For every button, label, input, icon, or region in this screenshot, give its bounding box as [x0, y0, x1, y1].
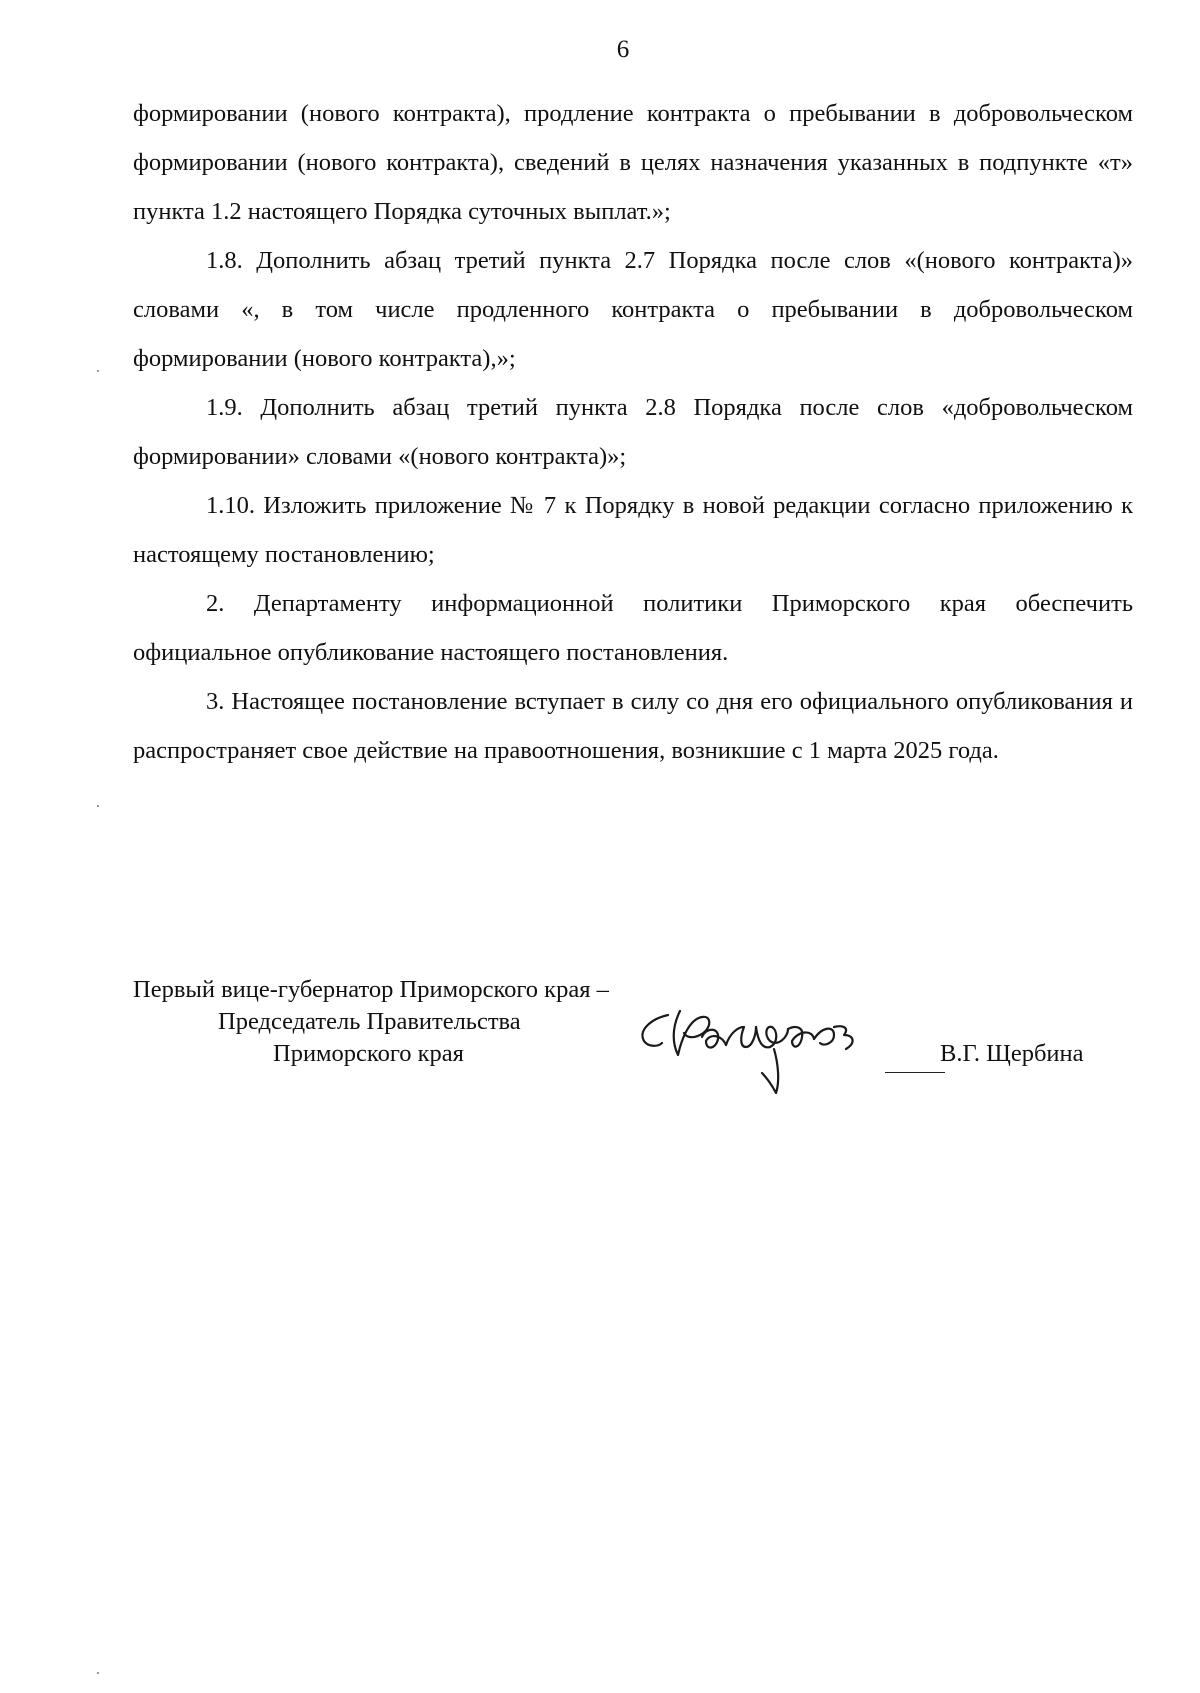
signatory-position-line-1: Первый вице-губернатор Приморского края –	[133, 976, 609, 1003]
paragraph-2: 2. Департаменту информационной политики Приморского края обеспечить официальное опубликование настоящего постановления.	[133, 590, 1133, 666]
scan-speck	[97, 805, 99, 807]
paragraph-1-10: 1.10. Изложить приложение № 7 к Порядку в новой редакции согласно приложению к настоящему постановлению;	[133, 492, 1133, 568]
signature-block	[133, 975, 1133, 1105]
scan-speck	[97, 1672, 99, 1674]
signature-line	[885, 1072, 945, 1073]
scan-speck	[97, 370, 99, 372]
paragraph-continuation: формировании (нового контракта), продление контракта о пребывании в добровольческом формировании (нового контракта), сведений в целях назначения указанных в подпункте «т» пункта 1.2 настоящего Порядка суточных выплат.»;	[133, 100, 1133, 225]
paragraph-3: 3. Настоящее постановление вступает в силу со дня его официального опубликования и распространяет свое действие на правоотношения, возникшие с 1 марта 2025 года.	[133, 688, 1133, 764]
page-number: 6	[616, 36, 630, 63]
handwritten-signature	[628, 997, 908, 1107]
signatory-position-line-3: Приморского края	[273, 1040, 464, 1067]
document-body	[133, 89, 1133, 775]
paragraph-1-9: 1.9. Дополнить абзац третий пункта 2.8 Порядка после слов «добровольческом формировании» словами «(нового контракта)»;	[133, 394, 1133, 470]
paragraph-1-8: 1.8. Дополнить абзац третий пункта 2.7 Порядка после слов «(нового контракта)» словами «, в том числе продленного контракта о пребывании в добровольческом формировании (нового контракта),»;	[133, 247, 1133, 372]
signatory-name: В.Г. Щербина	[940, 1040, 1084, 1067]
signatory-position-line-2: Председатель Правительства	[218, 1008, 521, 1035]
